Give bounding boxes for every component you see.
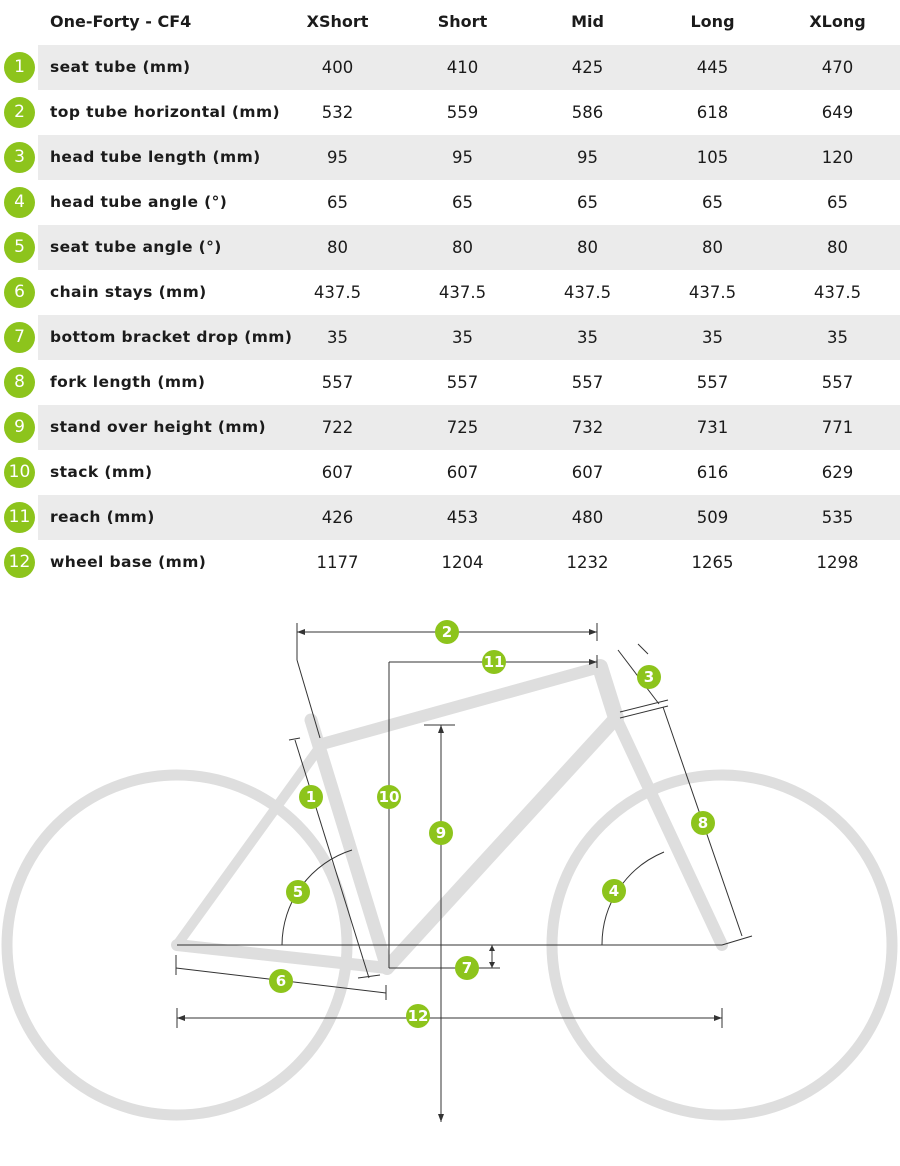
cell-value: 607 (446, 463, 479, 482)
cell-value: 1177 (316, 553, 359, 572)
cell-value: 65 (327, 193, 348, 212)
table-row (0, 450, 900, 495)
cell-value: 470 (821, 58, 854, 77)
row-number-badge: 8 (4, 367, 35, 398)
svg-text:7: 7 (461, 959, 473, 977)
row-number-badge: 12 (4, 547, 35, 578)
table-row (0, 495, 900, 540)
cell-value: 607 (321, 463, 354, 482)
column-header: XLong (809, 12, 866, 31)
svg-text:5: 5 (292, 883, 304, 901)
cell-value: 437.5 (563, 283, 612, 302)
row-label: stand over height (mm) (50, 418, 266, 436)
dimension-marker-3 (637, 665, 661, 689)
svg-text:10: 10 (378, 788, 400, 806)
table-row (0, 135, 900, 180)
cell-value: 649 (821, 103, 854, 122)
cell-value: 629 (821, 463, 854, 482)
dimension-marker-10 (377, 785, 401, 809)
table-row (0, 270, 900, 315)
row-label: head tube angle (°) (50, 193, 228, 211)
row-label: top tube horizontal (mm) (50, 103, 280, 121)
svg-text:11: 11 (483, 653, 505, 671)
cell-value: 1232 (566, 553, 609, 572)
cell-value: 80 (827, 238, 848, 257)
cell-value: 1298 (816, 553, 859, 572)
cell-value: 732 (571, 418, 604, 437)
cell-value: 725 (446, 418, 479, 437)
table-row (0, 45, 900, 90)
top-tube (322, 667, 600, 744)
row-label: seat tube (mm) (50, 58, 191, 76)
row-label: fork length (mm) (50, 373, 206, 391)
cell-value: 35 (577, 328, 598, 347)
row-number-badge: 11 (4, 502, 35, 533)
dimension-marker-5 (286, 880, 310, 904)
column-header: Mid (571, 12, 604, 31)
cell-value: 80 (577, 238, 598, 257)
row-number-badge: 9 (4, 412, 35, 443)
dimension-marker-11 (482, 650, 506, 674)
cell-value: 586 (571, 103, 604, 122)
dimension-marker-1 (299, 785, 323, 809)
cell-value: 35 (452, 328, 473, 347)
cell-value: 557 (821, 373, 854, 392)
row-label: reach (mm) (50, 508, 155, 526)
svg-text:9: 9 (435, 824, 447, 842)
cell-value: 35 (327, 328, 348, 347)
dimension-marker-2 (435, 620, 459, 644)
row-label: wheel base (mm) (50, 553, 207, 571)
cell-value: 65 (827, 193, 848, 212)
cell-value: 559 (446, 103, 479, 122)
cell-value: 532 (321, 103, 354, 122)
bike-geometry-diagram (0, 600, 900, 1166)
cell-value: 535 (821, 508, 854, 527)
cell-value: 80 (702, 238, 723, 257)
cell-value: 437.5 (688, 283, 737, 302)
cell-value: 1204 (441, 553, 484, 572)
svg-text:3: 3 (643, 668, 655, 686)
cell-value: 618 (696, 103, 729, 122)
cell-value: 509 (696, 508, 729, 527)
cell-value: 557 (696, 373, 729, 392)
cell-value: 453 (446, 508, 479, 527)
dimension-marker-8 (691, 811, 715, 835)
svg-text:1: 1 (305, 788, 317, 806)
cell-value: 731 (696, 418, 729, 437)
column-header: Long (690, 12, 735, 31)
svg-text:2: 2 (441, 623, 453, 641)
cell-value: 105 (696, 148, 729, 167)
table-title: One-Forty - CF4 (50, 12, 192, 31)
table-row (0, 315, 900, 360)
cell-value: 437.5 (813, 283, 862, 302)
cell-value: 65 (702, 193, 723, 212)
cell-value: 35 (702, 328, 723, 347)
dimension-marker-9 (429, 821, 453, 845)
row-number-badge: 7 (4, 322, 35, 353)
dimension-marker-7 (455, 956, 479, 980)
cell-value: 771 (821, 418, 854, 437)
cell-value: 120 (821, 148, 854, 167)
cell-value: 65 (577, 193, 598, 212)
svg-text:6: 6 (275, 972, 287, 990)
row-label: stack (mm) (50, 463, 153, 481)
column-header: Short (437, 12, 488, 31)
row-number-badge: 6 (4, 277, 35, 308)
cell-value: 80 (452, 238, 473, 257)
svg-text:12: 12 (407, 1007, 429, 1025)
cell-value: 445 (696, 58, 729, 77)
dimension-lines (176, 623, 752, 1122)
row-number-badge: 5 (4, 232, 35, 263)
cell-value: 480 (571, 508, 604, 527)
cell-value: 95 (452, 148, 473, 167)
row-number-badge: 1 (4, 52, 35, 83)
row-label: head tube length (mm) (50, 148, 261, 166)
table-row (0, 540, 900, 585)
row-label: chain stays (mm) (50, 283, 207, 301)
cell-value: 95 (327, 148, 348, 167)
cell-value: 410 (446, 58, 479, 77)
cell-value: 437.5 (438, 283, 487, 302)
table-row (0, 360, 900, 405)
cell-value: 557 (571, 373, 604, 392)
cell-value: 425 (571, 58, 604, 77)
head-tube (600, 667, 616, 718)
dimension-marker-12 (406, 1004, 430, 1028)
cell-value: 95 (577, 148, 598, 167)
cell-value: 35 (827, 328, 848, 347)
table-row (0, 405, 900, 450)
cell-value: 426 (321, 508, 354, 527)
row-number-badge: 4 (4, 187, 35, 218)
table-row (0, 180, 900, 225)
table-row (0, 90, 900, 135)
row-label: seat tube angle (°) (50, 238, 222, 256)
table-row (0, 225, 900, 270)
row-number-badge: 2 (4, 97, 35, 128)
svg-text:8: 8 (697, 814, 709, 832)
cell-value: 437.5 (313, 283, 362, 302)
cell-value: 400 (321, 58, 354, 77)
row-number-badge: 3 (4, 142, 35, 173)
dimension-marker-6 (269, 969, 293, 993)
cell-value: 1265 (691, 553, 734, 572)
cell-value: 557 (321, 373, 354, 392)
row-label: bottom bracket drop (mm) (50, 328, 293, 346)
cell-value: 80 (327, 238, 348, 257)
cell-value: 616 (696, 463, 729, 482)
svg-text:4: 4 (608, 882, 620, 900)
cell-value: 722 (321, 418, 354, 437)
bike-frame (7, 667, 892, 1115)
dimension-marker-4 (602, 879, 626, 903)
cell-value: 557 (446, 373, 479, 392)
table-header (0, 0, 900, 45)
cell-value: 607 (571, 463, 604, 482)
cell-value: 65 (452, 193, 473, 212)
row-number-badge: 10 (4, 457, 35, 488)
column-header: XShort (306, 12, 369, 31)
chain-stay (177, 945, 387, 968)
